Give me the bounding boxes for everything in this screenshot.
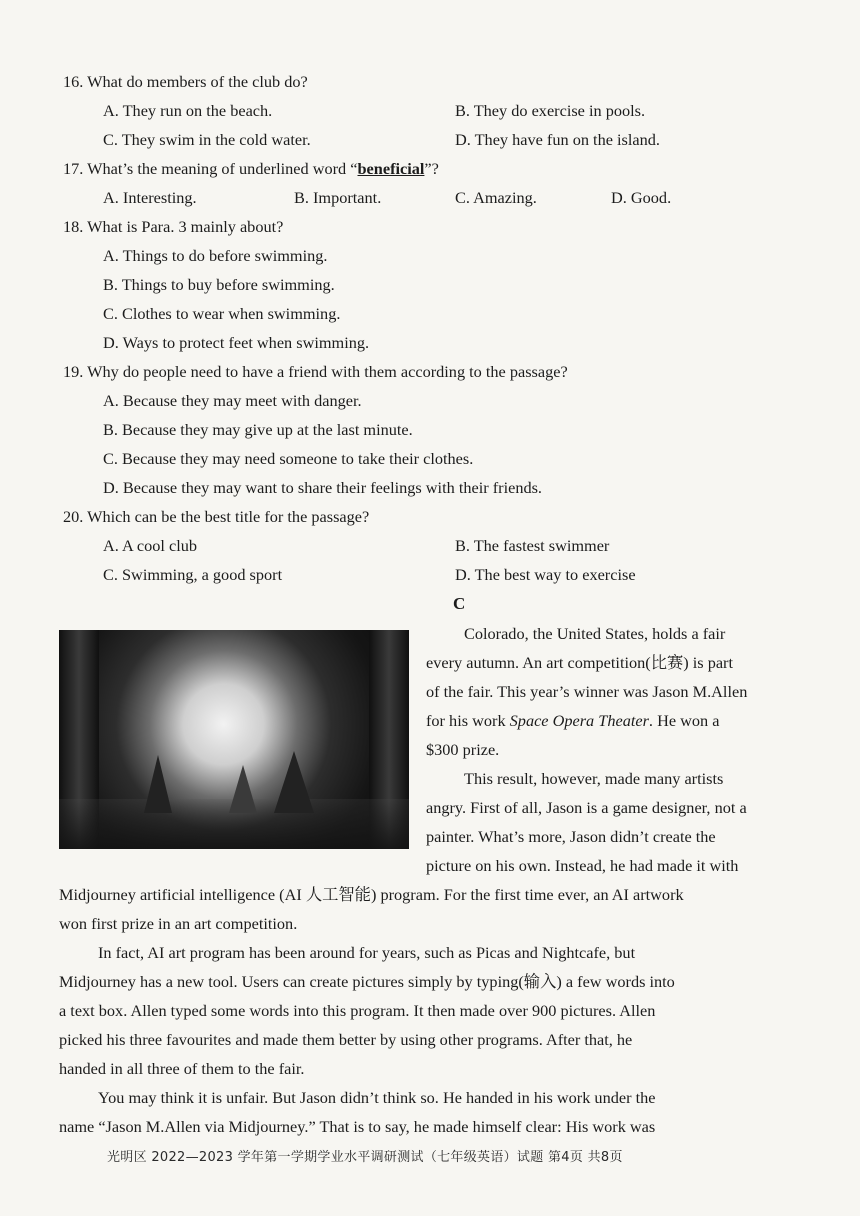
q20-option-d: D. The best way to exercise [455,565,636,584]
p1-line-4c: . He won a [648,711,720,730]
q17-stem-prefix: 17. What’s the meaning of underlined word “ [63,159,358,178]
q17-option-d: D. Good. [611,188,672,207]
p2-line-2: angry. First of all, Jason is a game designer, not a [426,798,747,817]
q19-option-b: B. Because they may give up at the last minute. [103,420,413,439]
q16-option-d: D. They have fun on the island. [455,130,660,149]
p3-line-1: In fact, AI art program has been around for years, such as Picas and Nightcafe, but [98,943,636,962]
p2-line-1: This result, however, made many artists [464,769,724,788]
p3-line-3: a text box. Allen typed some words into this program. It then made over 900 pictures. Allen [59,1001,656,1020]
page-footer: 光明区 2022—2023 学年第一学期学业水平调研测试（七年级英语）试题 第4页 共8页 [107,1150,623,1165]
q17-option-a: A. Interesting. [103,188,197,207]
question-20-stem: 20. Which can be the best title for the passage? [63,507,370,526]
artwork-title: Space Opera Theater [509,711,649,730]
p3-line-2: Midjourney has a new tool. Users can create pictures simply by typing(输入) a few words into [59,972,675,991]
section-c-heading: C [453,594,466,613]
underlined-word: beneficial [357,159,425,178]
p1-line-4 [426,711,719,731]
q16-option-b: B. They do exercise in pools. [455,101,646,120]
p4-line-2: name “Jason M.Allen via Midjourney.” That is to say, he made himself clear: His work was [59,1117,656,1136]
q18-option-a: A. Things to do before swimming. [103,246,328,265]
q20-option-c: C. Swimming, a good sport [103,565,283,584]
p1-line-3: of the fair. This year’s winner was Jason M.Allen [426,682,748,701]
q20-option-b: B. The fastest swimmer [455,536,610,555]
q18-option-d: D. Ways to protect feet when swimming. [103,333,370,352]
q20-option-a: A. A cool club [103,536,198,555]
p1-line-5: $300 prize. [426,740,500,759]
q19-option-a: A. Because they may meet with danger. [103,391,362,410]
p2-line-4: picture on his own. Instead, he had made it with [426,856,739,875]
space-opera-theater-image [59,630,409,849]
q18-option-c: C. Clothes to wear when swimming. [103,304,341,323]
p2-line-6: won first prize in an art competition. [59,914,298,933]
q19-option-c: C. Because they may need someone to take their clothes. [103,449,474,468]
question-19-stem: 19. Why do people need to have a friend with them according to the passage? [63,362,568,381]
q17-option-b: B. Important. [294,188,382,207]
p1-line-2: every autumn. An art competition(比赛) is part [426,653,734,672]
q17-stem-suffix: ”? [424,159,439,178]
p2-line-5: Midjourney artificial intelligence (AI 人工智能) program. For the first time ever, an AI artwork [59,885,684,904]
q18-option-b: B. Things to buy before swimming. [103,275,335,294]
p1-line-1: Colorado, the United States, holds a fair [464,624,726,643]
p2-line-3: painter. What’s more, Jason didn’t create the [426,827,716,846]
p3-line-5: handed in all three of them to the fair. [59,1059,305,1078]
p3-line-4: picked his three favourites and made them better by using other programs. After that, he [59,1030,633,1049]
q19-option-d: D. Because they may want to share their feelings with their friends. [103,478,543,497]
question-17-stem [63,159,439,179]
q17-option-c: C. Amazing. [455,188,537,207]
q16-option-c: C. They swim in the cold water. [103,130,311,149]
question-18-stem: 18. What is Para. 3 mainly about? [63,217,284,236]
question-16-stem: 16. What do members of the club do? [63,72,308,91]
p4-line-1: You may think it is unfair. But Jason didn’t think so. He handed in his work under the [98,1088,656,1107]
q16-option-a: A. They run on the beach. [103,101,273,120]
p1-line-4a: for his work [426,711,510,730]
